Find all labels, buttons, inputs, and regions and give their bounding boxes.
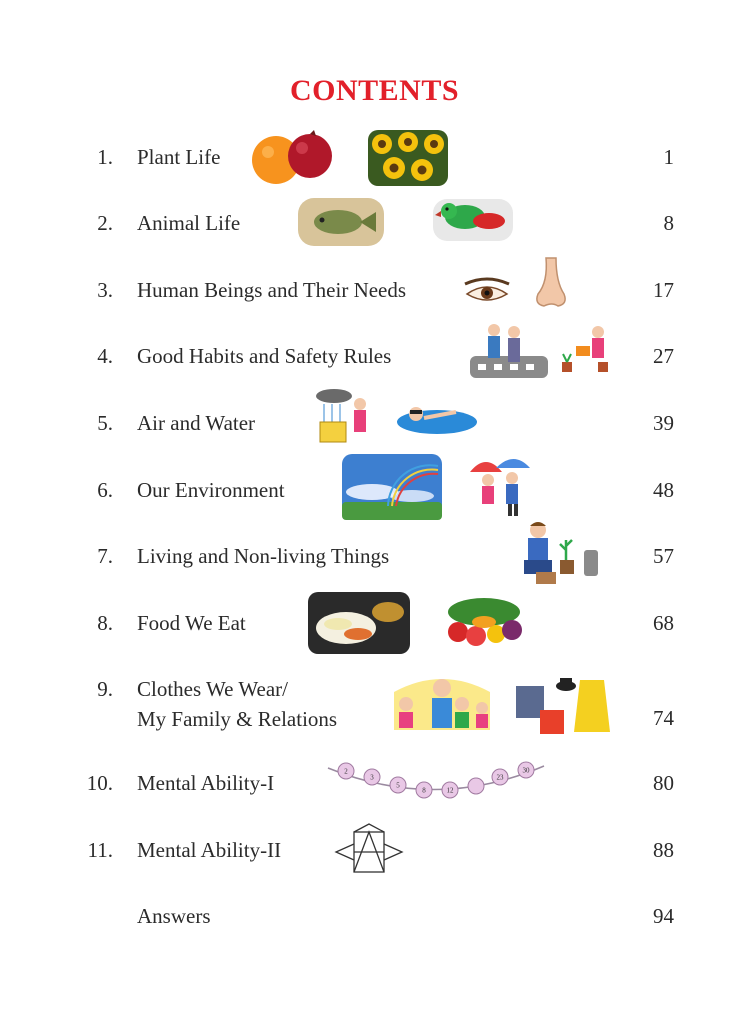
geometric-figure-image — [334, 822, 404, 874]
toc-number: 3. — [97, 278, 113, 302]
toc-title: Good Habits and Safety Rules — [137, 344, 392, 368]
toc-title: Mental Ability-II — [137, 838, 282, 862]
fish-image — [298, 196, 384, 248]
toc-title-line: Clothes We Wear/ — [137, 677, 288, 701]
rainbow-sky-image — [342, 454, 442, 520]
toc-number: 1. — [97, 145, 113, 169]
toc-number: 6. — [97, 478, 113, 502]
page-title: CONTENTS — [289, 74, 460, 107]
bead-number: 12 — [446, 786, 454, 795]
toc-title: Food We Eat — [137, 611, 246, 635]
swimming-boy-image — [396, 400, 478, 436]
sunflowers-image — [368, 130, 448, 186]
toc-row[interactable] — [0, 674, 749, 736]
bead-number: 23 — [496, 773, 504, 782]
parrot-image — [433, 193, 513, 245]
toc-number: 2. — [97, 211, 113, 235]
crossing-road-image — [470, 320, 548, 380]
toc-page: 57 — [653, 544, 674, 568]
bead-number: 5 — [396, 781, 400, 790]
toc-title: Air and Water — [137, 411, 256, 435]
toc-page: 17 — [653, 278, 674, 302]
toc-title: Our Environment — [137, 478, 285, 502]
family-image — [386, 672, 498, 732]
toc-page: 68 — [653, 611, 674, 635]
toc-number: 7. — [97, 544, 113, 568]
toc-row[interactable] — [0, 336, 749, 376]
toc-title: Plant Life — [137, 145, 221, 169]
toc-row[interactable] — [0, 536, 749, 576]
toc-page: 88 — [653, 838, 674, 862]
toc-page: 74 — [653, 706, 674, 730]
toc-page: 8 — [663, 211, 674, 235]
nose-image — [532, 256, 572, 310]
toc-number: 9. — [97, 677, 113, 701]
toc-page: 27 — [653, 344, 674, 368]
meal-plate-image — [308, 592, 410, 654]
toc-number: 4. — [97, 344, 113, 368]
toc-title: Answers — [137, 904, 211, 928]
planting-boy-image — [516, 520, 604, 586]
toc-title: Human Beings and Their Needs — [137, 278, 407, 302]
bead-number: 8 — [422, 786, 426, 795]
toc-page: 39 — [653, 411, 674, 435]
toc-title-line: My Family & Relations — [137, 707, 338, 731]
orange-pomegranate-image — [246, 128, 338, 186]
toc-page: 1 — [663, 145, 674, 169]
vegetables-image — [440, 592, 526, 654]
toc-title: Living and Non-living Things — [137, 544, 390, 568]
eye-image — [463, 276, 511, 306]
clothes-image — [514, 674, 614, 736]
toc-row[interactable] — [0, 270, 749, 310]
watering-plants-image — [558, 322, 616, 378]
bead-number: 2 — [344, 767, 348, 776]
toc-title: Mental Ability-I — [137, 771, 275, 795]
bead-number: 30 — [522, 766, 530, 775]
bead-number: 3 — [370, 773, 374, 782]
toc-number: 8. — [97, 611, 113, 635]
umbrella-children-image — [468, 450, 532, 518]
toc-page: 48 — [653, 478, 674, 502]
toc-number: 5. — [97, 411, 113, 435]
number-beads-image — [326, 758, 548, 804]
toc-row[interactable] — [0, 896, 749, 936]
toc-title: Animal Life — [137, 211, 241, 235]
toc-page: 80 — [653, 771, 674, 795]
toc-number: 10. — [86, 771, 113, 795]
rain-bucket-image — [314, 388, 376, 446]
toc-number: 11. — [87, 838, 113, 862]
toc-page: 94 — [653, 904, 674, 928]
